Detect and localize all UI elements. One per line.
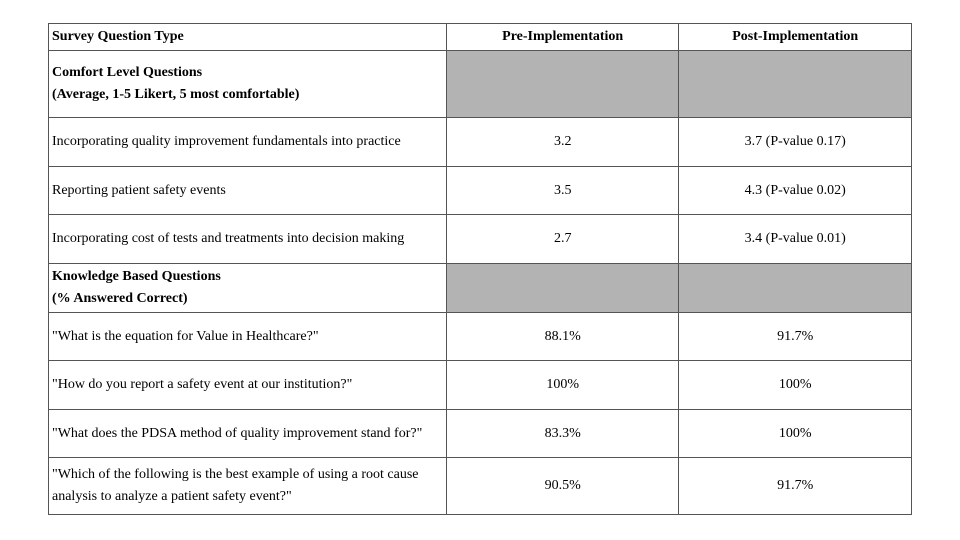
row-post-value: 100% xyxy=(679,361,912,410)
comfort-section-post-shade xyxy=(679,51,912,118)
knowledge-section-title: Knowledge Based Questions xyxy=(52,269,221,284)
row-question: "How do you report a safety event at our institution?" xyxy=(49,361,447,410)
knowledge-section-pre-shade xyxy=(446,264,679,313)
comfort-section-row xyxy=(49,51,912,118)
table-row xyxy=(49,458,912,515)
row-question: Reporting patient safety events xyxy=(49,167,447,215)
table-row xyxy=(49,215,912,264)
comfort-section-title: Comfort Level Questions xyxy=(52,65,203,80)
table-row xyxy=(49,410,912,458)
row-post-value: 91.7% xyxy=(679,313,912,361)
table-row xyxy=(49,167,912,215)
table-row xyxy=(49,118,912,167)
row-pre-value: 100% xyxy=(446,361,679,410)
row-question: Incorporating quality improvement fundamentals into practice xyxy=(49,118,447,167)
row-pre-value: 90.5% xyxy=(446,458,679,515)
comfort-section-label xyxy=(49,51,447,118)
table-row xyxy=(49,313,912,361)
comfort-section-subtitle: (Average, 1-5 Likert, 5 most comfortable) xyxy=(52,87,300,102)
survey-results-table xyxy=(48,23,912,515)
row-pre-value: 88.1% xyxy=(446,313,679,361)
row-post-value: 3.7 (P-value 0.17) xyxy=(679,118,912,167)
comfort-section-pre-shade xyxy=(446,51,679,118)
row-question: "Which of the following is the best example of using a root cause analysis to analyze a patient safety event?" xyxy=(49,458,447,515)
header-post-implementation: Post-Implementation xyxy=(679,24,912,51)
row-pre-value: 2.7 xyxy=(446,215,679,264)
row-question: "What does the PDSA method of quality improvement stand for?" xyxy=(49,410,447,458)
header-row xyxy=(49,24,912,51)
row-question: Incorporating cost of tests and treatments into decision making xyxy=(49,215,447,264)
header-pre-implementation: Pre-Implementation xyxy=(446,24,679,51)
header-question-type: Survey Question Type xyxy=(49,24,447,51)
row-pre-value: 3.5 xyxy=(446,167,679,215)
knowledge-section-post-shade xyxy=(679,264,912,313)
row-post-value: 100% xyxy=(679,410,912,458)
row-pre-value: 3.2 xyxy=(446,118,679,167)
row-pre-value: 83.3% xyxy=(446,410,679,458)
row-post-value: 91.7% xyxy=(679,458,912,515)
row-post-value: 4.3 (P-value 0.02) xyxy=(679,167,912,215)
row-post-value: 3.4 (P-value 0.01) xyxy=(679,215,912,264)
knowledge-section-row xyxy=(49,264,912,313)
row-question: "What is the equation for Value in Healthcare?" xyxy=(49,313,447,361)
knowledge-section-subtitle: (% Answered Correct) xyxy=(52,291,188,306)
table-row xyxy=(49,361,912,410)
knowledge-section-label xyxy=(49,264,447,313)
